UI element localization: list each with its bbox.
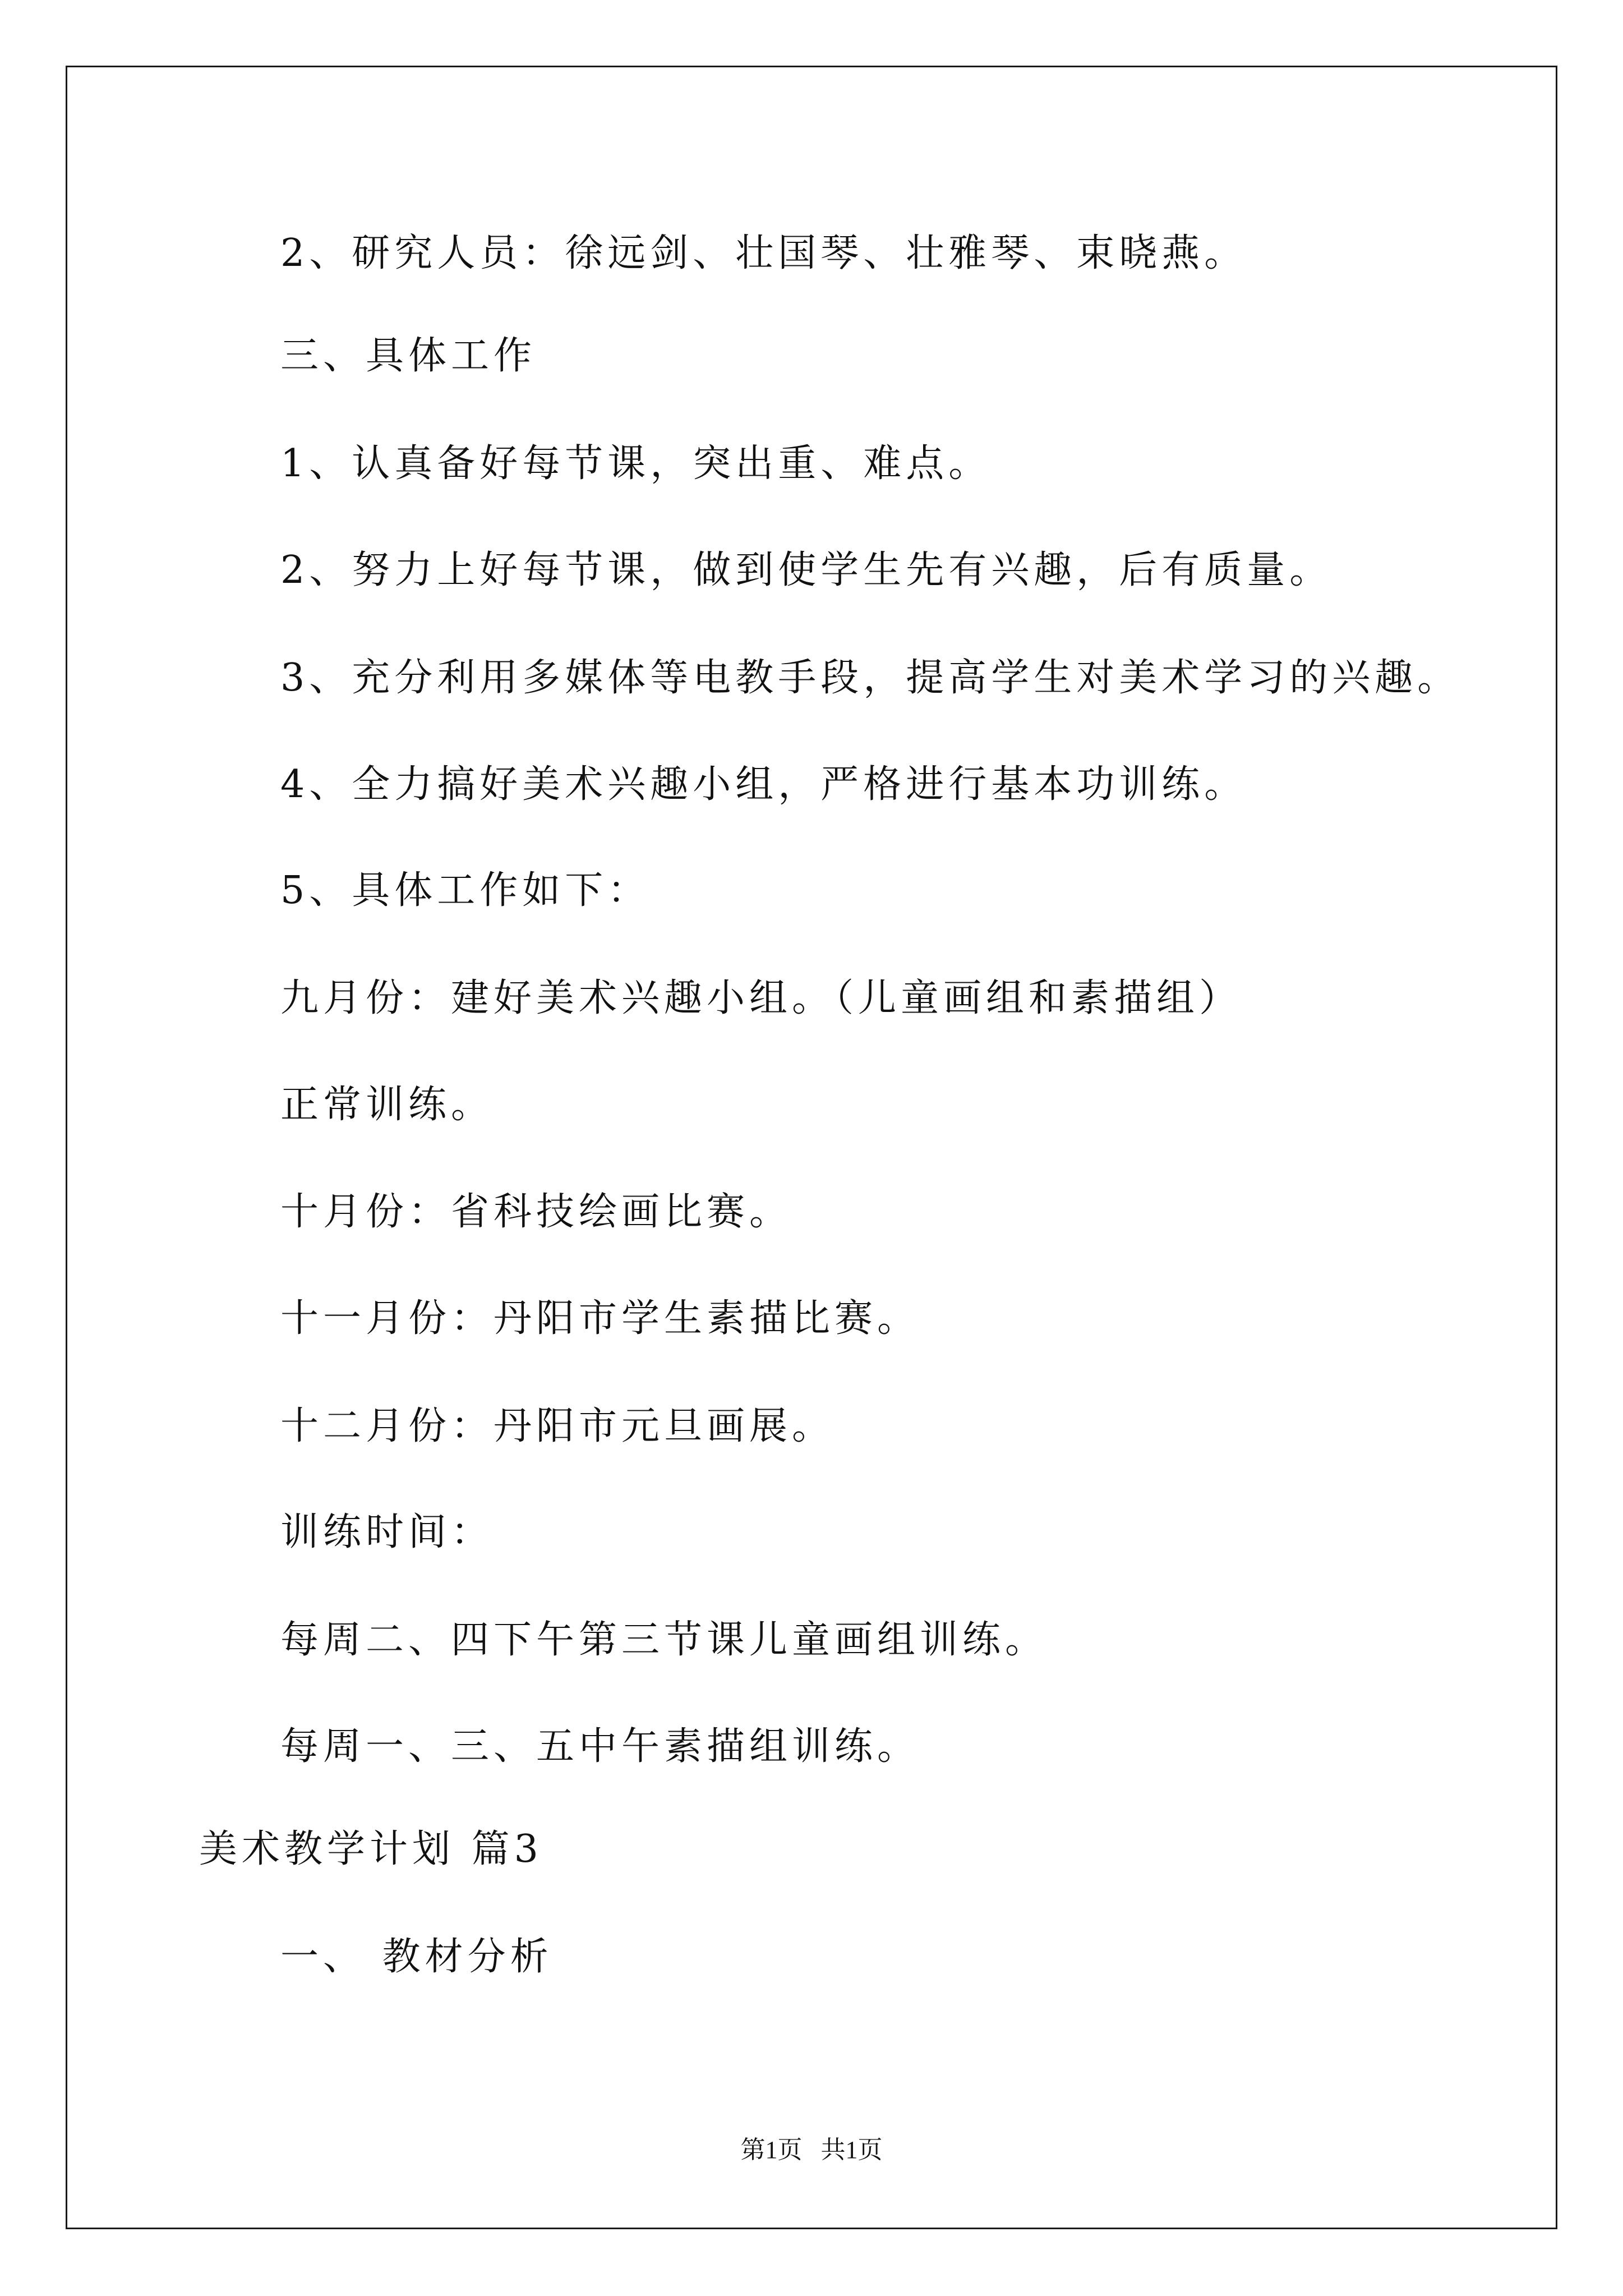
schedule-normal-training: 正常训练。 bbox=[280, 1083, 494, 1127]
list-item-3: 3、充分利用多媒体等电教手段，提高学生对美术学习的兴趣。 bbox=[280, 656, 1460, 700]
schedule-november: 十一月份：丹阳市学生素描比赛。 bbox=[280, 1296, 920, 1341]
section-subheading: 一、 教材分析 bbox=[280, 1935, 553, 1979]
heading-specific-work: 三、具体工作 bbox=[280, 334, 537, 378]
page-footer: 第1页 共1页 bbox=[740, 2136, 883, 2164]
list-item-4: 4、全力搞好美术兴趣小组，严格进行基本功训练。 bbox=[280, 762, 1247, 807]
list-item-5: 5、具体工作如下： bbox=[280, 868, 651, 913]
paragraph-researchers: 2、研究人员：徐远剑、壮国琴、壮雅琴、束晓燕。 bbox=[280, 231, 1247, 275]
training-time-children: 每周二、四下午第三节课儿童画组训练。 bbox=[280, 1618, 1048, 1662]
training-time-heading: 训练时间： bbox=[280, 1510, 494, 1554]
schedule-december: 十二月份：丹阳市元旦画展。 bbox=[280, 1404, 835, 1448]
schedule-september: 九月份：建好美术兴趣小组。（儿童画组和素描组） bbox=[280, 976, 1242, 1020]
list-item-1: 1、认真备好每节课，突出重、难点。 bbox=[280, 441, 992, 486]
training-time-sketch: 每周一、三、五中午素描组训练。 bbox=[280, 1724, 920, 1769]
list-item-2: 2、努力上好每节课，做到使学生先有兴趣，后有质量。 bbox=[280, 548, 1332, 592]
schedule-october: 十月份：省科技绘画比赛。 bbox=[280, 1190, 792, 1234]
section-title: 美术教学计划 篇3 bbox=[199, 1827, 543, 1871]
page-border bbox=[66, 66, 1557, 2229]
